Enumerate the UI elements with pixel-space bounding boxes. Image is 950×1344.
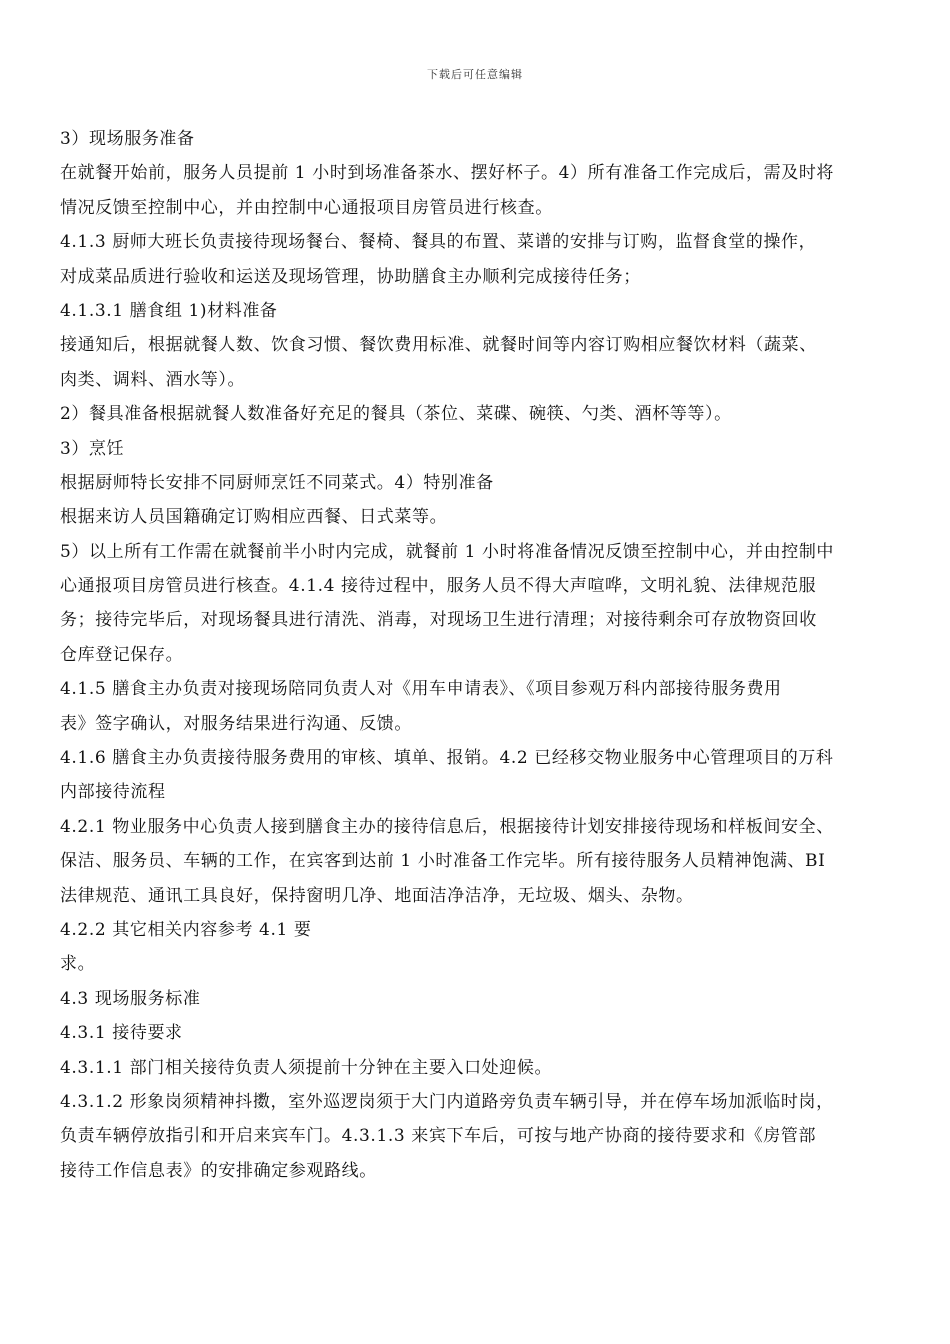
text-line: 4.1.3.1 膳食组 1)材料准备 [60, 300, 278, 321]
text-line: 内部接待流程 [60, 782, 166, 803]
text-line: 根据来访人员国籍确定订购相应西餐、日式菜等。 [60, 507, 448, 528]
text-line: 4.2.1 物业服务中心负责人接到膳食主办的接待信息后，根据接待计划安排接待现场和样板间安全、 [60, 816, 834, 837]
text-line: 保洁、服务员、车辆的工作，在宾客到达前 1 小时准备工作完毕。所有接待服务人员精神饱满、BI [60, 851, 826, 872]
text-line: 4.3 现场服务标准 [60, 988, 201, 1009]
text-line: 求。 [60, 954, 96, 975]
text-line: 4.3.1.2 形象岗须精神抖擞，室外巡逻岗须于大门内道路旁负责车辆引导，并在停车场加派临时岗， [60, 1091, 834, 1112]
text-line: 2）餐具准备根据就餐人数准备好充足的餐具（茶位、菜碟、碗筷、勺类、酒杯等等）。 [60, 404, 732, 425]
document-body [60, 122, 896, 1188]
page-header-note: 下载后可任意编辑 [427, 68, 523, 81]
text-line: 4.3.1.1 部门相关接待负责人须提前十分钟在主要入口处迎候。 [60, 1057, 553, 1078]
text-line: 4.3.1 接待要求 [60, 1023, 183, 1044]
text-line: 表》签字确认，对服务结果进行沟通、反馈。 [60, 713, 412, 734]
text-line: 4.2.2 其它相关内容参考 4.1 要 [60, 919, 312, 940]
text-line: 负责车辆停放指引和开启来宾车门。4.3.1.3 来宾下车后，可按与地产协商的接待要求和《房管部 [60, 1126, 817, 1147]
text-line: 心通报项目房管员进行核查。4.1.4 接待过程中，服务人员不得大声喧哗，文明礼貌、法律规范服 [60, 576, 817, 597]
text-line: 法律规范、通讯工具良好，保持窗明几净、地面洁净洁净，无垃圾、烟头、杂物。 [60, 885, 694, 906]
text-line: 3）现场服务准备 [60, 129, 195, 149]
text-line: 在就餐开始前，服务人员提前 1 小时到场准备茶水、摆好杯子。4）所有准备工作完成后，需及时将 [60, 163, 835, 184]
text-line: 3）烹饪 [60, 438, 125, 459]
text-line: 务；接待完毕后，对现场餐具进行清洗、消毒，对现场卫生进行清理；对接待剩余可存放物资回收 [60, 610, 817, 631]
text-line: 5）以上所有工作需在就餐前半小时内完成，就餐前 1 小时将准备情况反馈至控制中心，并由控制中 [60, 541, 835, 562]
text-line: 对成菜品质进行验收和运送及现场管理，协助膳食主办顺利完成接待任务； [60, 266, 641, 287]
text-line: 接待工作信息表》的安排确定参观路线。 [60, 1160, 377, 1181]
text-line: 仓库登记保存。 [60, 644, 184, 665]
text-line: 根据厨师特长安排不同厨师烹饪不同菜式。4）特别准备 [60, 472, 494, 493]
text-line: 情况反馈至控制中心，并由控制中心通报项目房管员进行核查。 [60, 197, 553, 218]
text-line: 4.1.6 膳食主办负责接待服务费用的审核、填单、报销。4.2 已经移交物业服务中心管理项目的万科 [60, 748, 834, 769]
text-line: 4.1.5 膳食主办负责对接现场陪同负责人对《用车申请表》、《项目参观万科内部接待服务费用 [60, 679, 782, 700]
text-line: 肉类、调料、酒水等）。 [60, 369, 246, 390]
text-line: 接通知后，根据就餐人数、饮食习惯、餐饮费用标准、就餐时间等内容订购相应餐饮材料（蔬菜、 [60, 335, 817, 356]
text-line: 4.1.3 厨师大班长负责接待现场餐台、餐椅、餐具的布置、菜谱的安排与订购，监督食堂的操作， [60, 232, 817, 253]
